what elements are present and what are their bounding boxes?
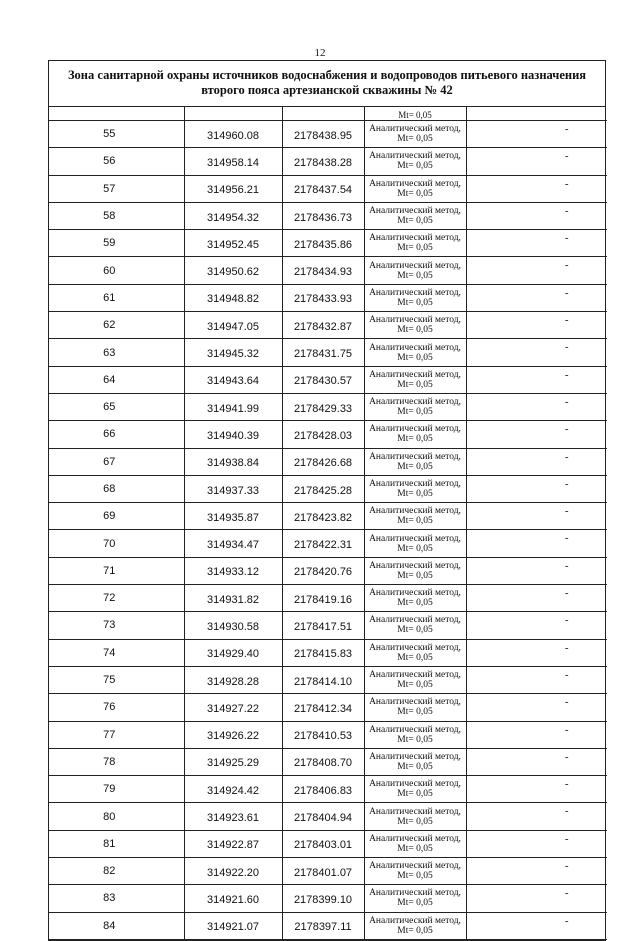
cell-x: 314928.28 — [184, 666, 282, 693]
method-line1: Аналитический метод, — [369, 751, 461, 762]
method-line1: Аналитический метод, — [369, 888, 461, 899]
table-row — [49, 803, 607, 830]
cell-y: 2178410.53 — [282, 721, 364, 748]
method-line1: Аналитический метод, — [369, 670, 461, 681]
cell-number: 71 — [49, 557, 184, 584]
cell-method — [364, 776, 466, 803]
coordinates-table — [49, 107, 607, 940]
cell-y — [282, 107, 364, 121]
table-row — [49, 366, 607, 393]
cell-number: 80 — [49, 803, 184, 830]
method-line2: Mt= 0,05 — [397, 570, 433, 581]
cell-method — [364, 366, 466, 393]
method-line2: Mt= 0,05 — [397, 297, 433, 308]
cell-note: - — [466, 312, 607, 339]
method-line1: Аналитический метод, — [369, 369, 461, 380]
method-line1: Аналитический метод, — [369, 560, 461, 571]
cell-method — [364, 175, 466, 202]
cell-number: 74 — [49, 639, 184, 666]
method-line1: Аналитический метод, — [369, 206, 461, 217]
cell-number: 59 — [49, 230, 184, 257]
cell-method — [364, 858, 466, 885]
method-line2: Mt= 0,05 — [397, 434, 433, 445]
table-row-partial — [49, 107, 607, 121]
table-row — [49, 284, 607, 311]
cell-method — [364, 448, 466, 475]
cell-number: 61 — [49, 284, 184, 311]
method-line1: Аналитический метод, — [369, 479, 461, 489]
table-row — [49, 912, 607, 939]
cell-x: 314943.64 — [184, 366, 282, 393]
cell-note: - — [466, 175, 607, 202]
cell-y: 2178433.93 — [282, 284, 364, 311]
method-line1: Аналитический метод, — [369, 342, 461, 353]
cell-number: 56 — [49, 148, 184, 175]
cell-y: 2178438.28 — [282, 148, 364, 175]
cell-note: - — [466, 830, 607, 857]
method-line1: Аналитический метод, — [369, 260, 461, 271]
method-line1: Аналитический метод, — [369, 806, 461, 817]
cell-note: - — [466, 776, 607, 803]
cell-note: - — [466, 230, 607, 257]
cell-method — [364, 475, 466, 502]
cell-y: 2178428.03 — [282, 421, 364, 448]
cell-number: 66 — [49, 421, 184, 448]
cell-method: Mt= 0,05 — [364, 107, 466, 121]
cell-x: 314921.07 — [184, 912, 282, 939]
cell-x: 314929.40 — [184, 639, 282, 666]
coordinates-sheet — [48, 60, 606, 941]
cell-number: 75 — [49, 666, 184, 693]
cell-x: 314941.99 — [184, 393, 282, 420]
method-line2: Mt= 0,05 — [397, 516, 433, 527]
table-row — [49, 312, 607, 339]
method-line1: Аналитический метод, — [369, 506, 461, 517]
method-line1: Аналитический метод, — [369, 642, 461, 653]
method-line2: Mt= 0,05 — [397, 161, 433, 172]
cell-y: 2178434.93 — [282, 257, 364, 284]
cell-note: - — [466, 858, 607, 885]
cell-number: 78 — [49, 748, 184, 775]
cell-note: - — [466, 257, 607, 284]
cell-method — [364, 639, 466, 666]
cell-method — [364, 284, 466, 311]
table-row — [49, 230, 607, 257]
cell-method — [364, 694, 466, 721]
method-line2: Mt= 0,05 — [397, 652, 433, 663]
cell-note: - — [466, 557, 607, 584]
cell-y: 2178401.07 — [282, 858, 364, 885]
cell-method — [364, 721, 466, 748]
cell-y: 2178417.51 — [282, 612, 364, 639]
cell-method — [364, 612, 466, 639]
method-line2: Mt= 0,05 — [397, 134, 433, 145]
table-row — [49, 448, 607, 475]
cell-number: 76 — [49, 694, 184, 721]
cell-x: 314924.42 — [184, 776, 282, 803]
method-line1: Аналитический метод, — [369, 287, 461, 298]
table-row — [49, 612, 607, 639]
cell-method — [364, 339, 466, 366]
table-row — [49, 557, 607, 584]
table-row — [49, 639, 607, 666]
table-row — [49, 830, 607, 857]
table-row — [49, 503, 607, 530]
cell-method — [364, 393, 466, 420]
cell-x: 314922.20 — [184, 858, 282, 885]
cell-note: - — [466, 666, 607, 693]
cell-note — [466, 107, 607, 121]
cell-method — [364, 885, 466, 912]
cell-y: 2178412.34 — [282, 694, 364, 721]
table-row — [49, 666, 607, 693]
method-line2: Mt= 0,05 — [397, 625, 433, 636]
table-row — [49, 421, 607, 448]
cell-y: 2178422.31 — [282, 530, 364, 557]
cell-method — [364, 748, 466, 775]
cell-x: 314960.08 — [184, 121, 282, 148]
cell-number: 58 — [49, 202, 184, 229]
method-line2: Mt= 0,05 — [397, 216, 433, 227]
cell-y: 2178397.11 — [282, 912, 364, 939]
cell-method — [364, 257, 466, 284]
cell-y: 2178429.33 — [282, 393, 364, 420]
cell-x: 314938.84 — [184, 448, 282, 475]
method-line2: Mt= 0,05 — [397, 734, 433, 745]
cell-number: 68 — [49, 475, 184, 502]
method-line1: Аналитический метод, — [369, 833, 461, 844]
method-line1: Аналитический метод, — [369, 124, 461, 135]
table-row — [49, 694, 607, 721]
cell-x: 314935.87 — [184, 503, 282, 530]
cell-number: 64 — [49, 366, 184, 393]
method-line2: Mt= 0,05 — [397, 843, 433, 854]
cell-y: 2178425.28 — [282, 475, 364, 502]
cell-number: 65 — [49, 393, 184, 420]
cell-y: 2178437.54 — [282, 175, 364, 202]
cell-y: 2178420.76 — [282, 557, 364, 584]
table-row — [49, 776, 607, 803]
cell-number: 83 — [49, 885, 184, 912]
cell-method — [364, 666, 466, 693]
cell-number — [49, 107, 184, 121]
cell-method — [364, 230, 466, 257]
cell-y: 2178403.01 — [282, 830, 364, 857]
table-row — [49, 148, 607, 175]
table-body — [49, 107, 607, 939]
cell-y: 2178431.75 — [282, 339, 364, 366]
cell-note: - — [466, 639, 607, 666]
cell-note: - — [466, 366, 607, 393]
method-line2: Mt= 0,05 — [397, 543, 433, 554]
method-line1: Аналитический метод, — [369, 915, 461, 926]
cell-x: 314952.45 — [184, 230, 282, 257]
method-line2: Mt= 0,05 — [397, 243, 433, 254]
cell-note: - — [466, 803, 607, 830]
method-line1: Аналитический метод, — [369, 178, 461, 189]
method-line2: Mt= 0,05 — [397, 898, 433, 909]
method-line1: Аналитический метод, — [369, 861, 461, 872]
cell-method — [364, 557, 466, 584]
cell-x: 314937.33 — [184, 475, 282, 502]
cell-number: 81 — [49, 830, 184, 857]
cell-x: 314940.39 — [184, 421, 282, 448]
cell-note: - — [466, 585, 607, 612]
page-number: 12 — [314, 47, 326, 59]
cell-y: 2178414.10 — [282, 666, 364, 693]
cell-y: 2178399.10 — [282, 885, 364, 912]
cell-note: - — [466, 475, 607, 502]
cell-y: 2178419.16 — [282, 585, 364, 612]
table-row — [49, 885, 607, 912]
method-line2: Mt= 0,05 — [397, 816, 433, 827]
method-line1: Аналитический метод, — [369, 588, 461, 599]
cell-y: 2178430.57 — [282, 366, 364, 393]
cell-number: 62 — [49, 312, 184, 339]
cell-x: 314934.47 — [184, 530, 282, 557]
method-line2: Mt= 0,05 — [397, 325, 433, 336]
method-line2: Mt= 0,05 — [397, 925, 433, 936]
cell-y: 2178408.70 — [282, 748, 364, 775]
method-line2: Mt= 0,05 — [397, 871, 433, 882]
cell-note: - — [466, 284, 607, 311]
page-title: Зона санитарной охраны источников водоснабжения и водопроводов питьевого назначения второго пояса артезианской скважины № 42 — [49, 61, 605, 107]
method-line2: Mt= 0,05 — [397, 789, 433, 800]
cell-method — [364, 912, 466, 939]
table-row — [49, 748, 607, 775]
cell-x: 314931.82 — [184, 585, 282, 612]
cell-note: - — [466, 721, 607, 748]
method-line2: Mt= 0,05 — [397, 489, 433, 499]
cell-number: 70 — [49, 530, 184, 557]
method-line1: Аналитический метод, — [369, 533, 461, 544]
cell-note: - — [466, 202, 607, 229]
cell-y: 2178435.86 — [282, 230, 364, 257]
table-row — [49, 121, 607, 148]
cell-note: - — [466, 448, 607, 475]
method-line2: Mt= 0,05 — [397, 270, 433, 281]
cell-x: 314927.22 — [184, 694, 282, 721]
method-line1: Аналитический метод, — [369, 697, 461, 708]
method-line1: Аналитический метод, — [369, 315, 461, 326]
cell-number: 72 — [49, 585, 184, 612]
cell-number: 69 — [49, 503, 184, 530]
cell-method — [364, 503, 466, 530]
cell-y: 2178426.68 — [282, 448, 364, 475]
cell-number: 77 — [49, 721, 184, 748]
cell-note: - — [466, 421, 607, 448]
cell-number: 60 — [49, 257, 184, 284]
method-line2: Mt= 0,05 — [397, 707, 433, 718]
table-row — [49, 858, 607, 885]
cell-x: 314958.14 — [184, 148, 282, 175]
method-line2: Mt= 0,05 — [397, 379, 433, 390]
method-line2: Mt= 0,05 — [397, 352, 433, 363]
method-line1: Аналитический метод, — [369, 151, 461, 162]
cell-note: - — [466, 748, 607, 775]
cell-x: 314948.82 — [184, 284, 282, 311]
method-line2: Mt= 0,05 — [397, 407, 433, 418]
cell-x: 314925.29 — [184, 748, 282, 775]
table-row — [49, 475, 607, 502]
cell-note: - — [466, 694, 607, 721]
method-line2: Mt= 0,05 — [397, 680, 433, 691]
method-line1: Аналитический метод, — [369, 397, 461, 408]
cell-number: 84 — [49, 912, 184, 939]
cell-note: - — [466, 148, 607, 175]
table-row — [49, 530, 607, 557]
method-line1: Аналитический метод, — [369, 615, 461, 626]
cell-method — [364, 585, 466, 612]
cell-number: 55 — [49, 121, 184, 148]
cell-x — [184, 107, 282, 121]
cell-x: 314945.32 — [184, 339, 282, 366]
cell-y: 2178436.73 — [282, 202, 364, 229]
cell-note: - — [466, 530, 607, 557]
cell-note: - — [466, 121, 607, 148]
cell-method — [364, 830, 466, 857]
cell-y: 2178432.87 — [282, 312, 364, 339]
table-row — [49, 257, 607, 284]
cell-number: 57 — [49, 175, 184, 202]
method-line1: Аналитический метод, — [369, 724, 461, 735]
cell-x: 314933.12 — [184, 557, 282, 584]
method-line2: Mt= 0,05 — [397, 761, 433, 772]
cell-x: 314950.62 — [184, 257, 282, 284]
cell-number: 67 — [49, 448, 184, 475]
cell-x: 314947.05 — [184, 312, 282, 339]
cell-x: 314922.87 — [184, 830, 282, 857]
cell-note: - — [466, 339, 607, 366]
method-line1: Аналитический метод, — [369, 424, 461, 435]
table-row — [49, 175, 607, 202]
cell-x: 314921.60 — [184, 885, 282, 912]
method-line1: Аналитический метод, — [369, 779, 461, 790]
cell-x: 314954.32 — [184, 202, 282, 229]
table-row — [49, 202, 607, 229]
method-line1: Аналитический метод, — [369, 233, 461, 244]
cell-note: - — [466, 612, 607, 639]
table-row — [49, 393, 607, 420]
method-line1: Аналитический метод, — [369, 451, 461, 462]
method-line2: Mt= 0,05 — [397, 598, 433, 609]
cell-method — [364, 312, 466, 339]
cell-y: 2178415.83 — [282, 639, 364, 666]
table-row — [49, 339, 607, 366]
cell-method — [364, 530, 466, 557]
cell-number: 82 — [49, 858, 184, 885]
cell-note: - — [466, 503, 607, 530]
cell-y: 2178406.83 — [282, 776, 364, 803]
cell-y: 2178423.82 — [282, 503, 364, 530]
cell-method — [364, 148, 466, 175]
cell-x: 314923.61 — [184, 803, 282, 830]
cell-method — [364, 803, 466, 830]
cell-x: 314956.21 — [184, 175, 282, 202]
cell-note: - — [466, 885, 607, 912]
table-row — [49, 585, 607, 612]
cell-x: 314930.58 — [184, 612, 282, 639]
cell-method — [364, 202, 466, 229]
cell-number: 79 — [49, 776, 184, 803]
cell-method — [364, 121, 466, 148]
cell-number: 63 — [49, 339, 184, 366]
cell-note: - — [466, 912, 607, 939]
method-line2: Mt= 0,05 — [397, 461, 433, 472]
table-row — [49, 721, 607, 748]
method-line2: Mt= 0,05 — [397, 188, 433, 199]
cell-x: 314926.22 — [184, 721, 282, 748]
cell-method — [364, 421, 466, 448]
cell-number: 73 — [49, 612, 184, 639]
cell-y: 2178438.95 — [282, 121, 364, 148]
cell-y: 2178404.94 — [282, 803, 364, 830]
cell-note: - — [466, 393, 607, 420]
